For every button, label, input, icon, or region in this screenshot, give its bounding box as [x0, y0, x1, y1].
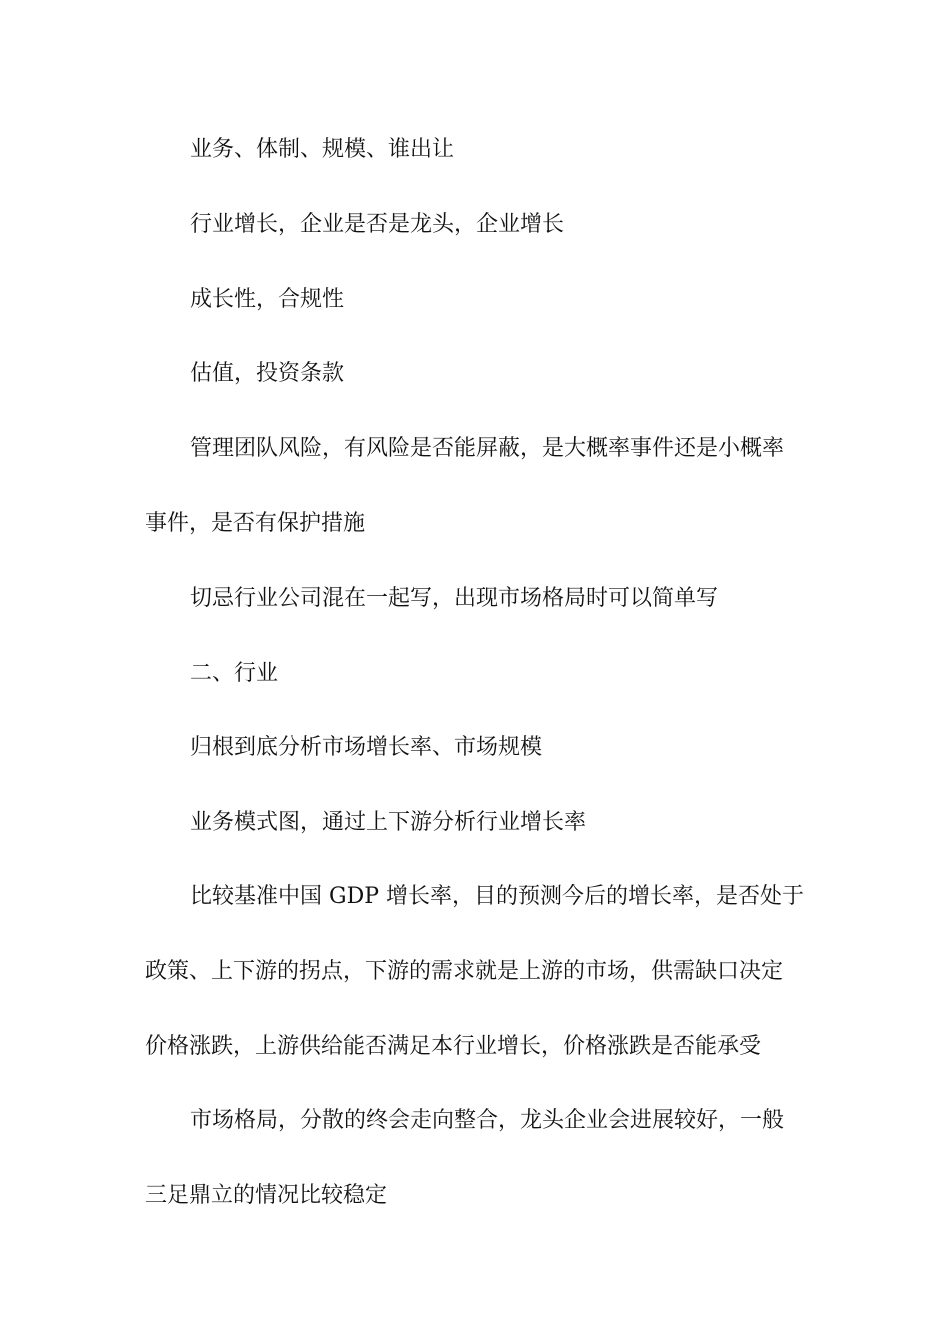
- paragraph-line: 价格涨跌，上游供给能否满足本行业增长，价格涨跌是否能承受: [145, 1034, 762, 1059]
- paragraph-line: 管理团队风险，有风险是否能屏蔽，是大概率事件还是小概率: [190, 436, 785, 461]
- paragraph-line: 业务模式图，通过上下游分析行业增长率: [190, 810, 587, 835]
- paragraph-line: 行业增长，企业是否是龙头，企业增长: [190, 212, 565, 237]
- paragraph-line: 归根到底分析市场增长率、市场规模: [190, 735, 543, 760]
- paragraph-line: 比较基准中国 GDP 增长率，目的预测今后的增长率，是否处于: [190, 884, 805, 909]
- paragraph-line: 业务、体制、规模、谁出让: [190, 137, 455, 162]
- paragraph-line: 成长性，合规性: [190, 287, 345, 312]
- paragraph-line: 估值，投资条款: [190, 361, 345, 386]
- paragraph-line: 政策、上下游的拐点，下游的需求就是上游的市场，供需缺口决定: [145, 959, 784, 984]
- section-heading: 二、行业: [190, 661, 279, 686]
- paragraph-line: 三足鼎立的情况比较稳定: [145, 1183, 388, 1208]
- paragraph-line: 切忌行业公司混在一起写，出现市场格局时可以简单写: [190, 586, 719, 611]
- paragraph-line: 事件，是否有保护措施: [145, 511, 366, 536]
- paragraph-line: 市场格局，分散的终会走向整合，龙头企业会进展较好，一般: [190, 1108, 785, 1133]
